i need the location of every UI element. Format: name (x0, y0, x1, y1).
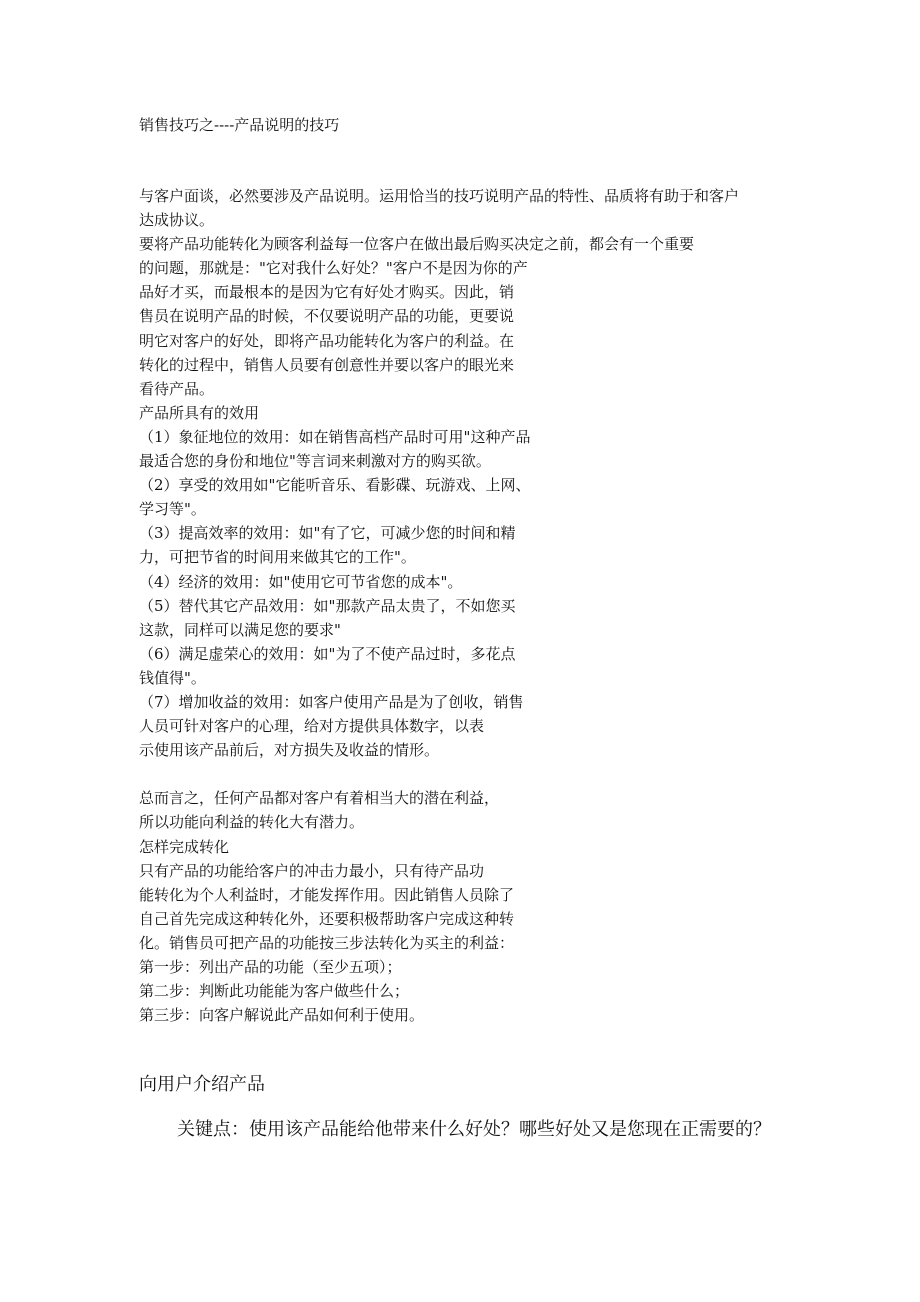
body-line: 最适合您的身份和地位"等言词来刺激对方的购买欲。 (139, 452, 491, 471)
body-line: （2）享受的效用如"它能听音乐、看影碟、玩游戏、上网、 (139, 476, 531, 495)
body-line: 要将产品功能转化为顾客利益每一位客户在做出最后购买决定之前，都会有一个重要 (139, 235, 695, 254)
body-line: 所以功能向利益的转化大有潜力。 (139, 813, 365, 832)
body-line: 售员在说明产品的时候，不仅要说明产品的功能，更要说 (139, 307, 515, 326)
body-line: 这款，同样可以满足您的要求" (139, 620, 341, 639)
body-line: 与客户面谈，必然要涉及产品说明。运用恰当的技巧说明产品的特性、品质将有助于和客户 (139, 187, 740, 205)
body-line: 学习等"。 (139, 500, 206, 519)
body-line: 只有产品的功能给客户的冲击力最小，只有待产品功 (139, 861, 485, 880)
body-line: 自己首先完成这种转化外，还要积极帮助客户完成这种转 (139, 909, 515, 928)
document-body (139, 184, 799, 1027)
body-line: 产品所具有的效用 (139, 403, 260, 422)
body-line: 怎样完成转化 (139, 837, 230, 856)
blank-line (139, 762, 799, 786)
document-title: 销售技巧之----产品说明的技巧 (139, 116, 340, 134)
body-line: （7）增加收益的效用：如客户使用产品是为了创收，销售 (139, 692, 524, 711)
body-line: 转化的过程中，销售人员要有创意性并要以客户的眼光来 (139, 355, 515, 374)
body-line: 钱值得"。 (139, 668, 206, 687)
body-line: 化。销售员可把产品的功能按三步法转化为买主的利益： (139, 933, 515, 952)
body-line: （3）提高效率的效用：如"有了它，可减少您的时间和精 (139, 524, 516, 543)
body-line: 明它对客户的好处，即将产品功能转化为客户的利益。在 (139, 331, 515, 350)
body-line: （1）象征地位的效用：如在销售高档产品时可用"这种产品 (139, 427, 531, 446)
body-line: （5）替代其它产品效用：如"那款产品太贵了，不如您买 (139, 596, 516, 615)
body-line: 能转化为个人利益时，才能发挥作用。因此销售人员除了 (139, 885, 515, 904)
body-line: （6）满足虚荣心的效用：如"为了不使产品过时，多花点 (139, 644, 516, 663)
section-heading: 向用户介绍产品 (139, 1074, 265, 1095)
body-line: 的问题，那就是："它对我什么好处？"客户不是因为你的产 (139, 259, 528, 278)
body-line: （4）经济的效用：如"使用它可节省您的成本"。 (139, 572, 463, 591)
body-line: 第二步：判断此功能能为客户做些什么； (139, 982, 410, 1001)
body-line: 看待产品。 (139, 379, 215, 398)
body-line: 第三步：向客户解说此产品如何利于使用。 (139, 1006, 425, 1025)
body-line: 力，可把节省的时间用来做其它的工作"。 (139, 548, 416, 567)
key-point: 关键点：使用该产品能给他带来什么好处？哪些好处又是您现在正需要的？ (177, 1119, 771, 1140)
body-line: 总而言之，任何产品都对客户有着相当大的潜在利益， (139, 789, 500, 808)
body-line: 品好才买，而最根本的是因为它有好处才购买。因此，销 (139, 283, 515, 302)
body-line: 示使用该产品前后，对方损失及收益的情形。 (139, 741, 440, 760)
body-line: 达成协议。 (139, 211, 215, 230)
body-line: 人员可针对客户的心理，给对方提供具体数字，以表 (139, 717, 485, 736)
body-line: 第一步：列出产品的功能（至少五项）； (139, 958, 402, 976)
